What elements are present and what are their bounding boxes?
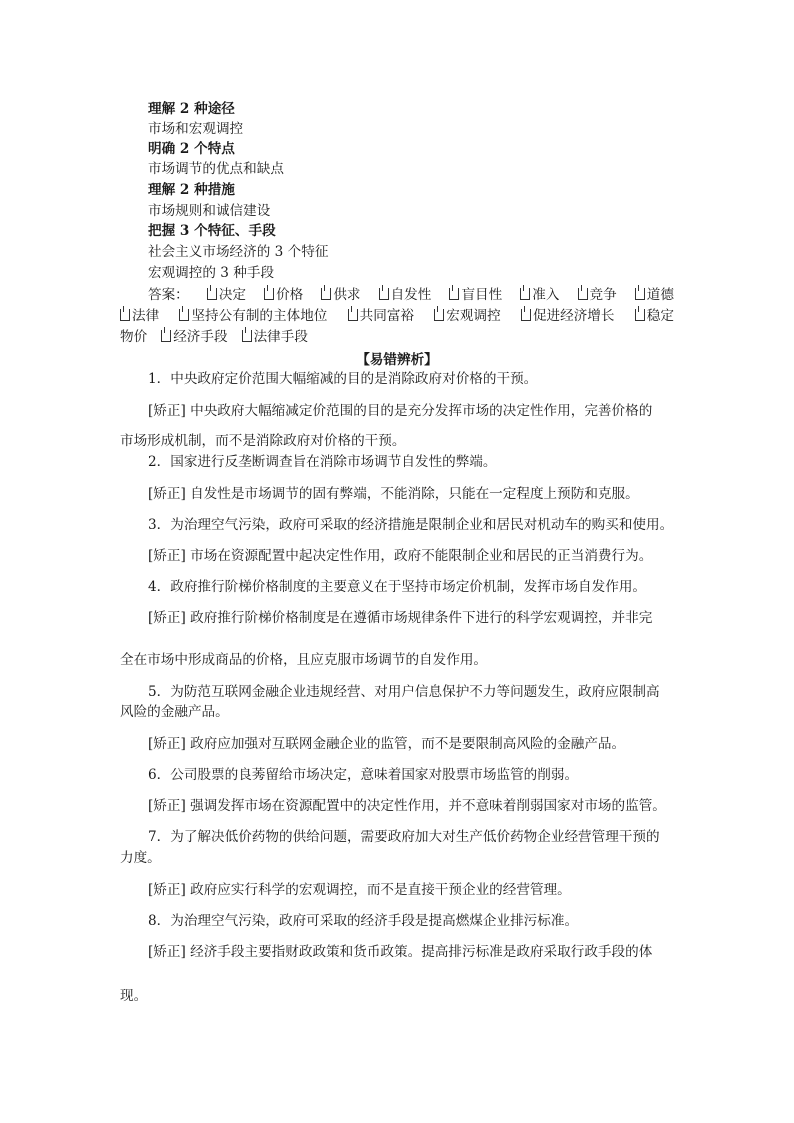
- correction-1-line-2: 市场形成机制，而不是消除政府对价格的干预。: [120, 433, 406, 449]
- question-7-line-2: 力度。: [120, 850, 161, 866]
- correction-8-line-2: 现。: [120, 988, 148, 1004]
- blank-marker-icon: [521, 309, 531, 321]
- outline-line-6: 市场规则和诚信建设: [148, 203, 271, 219]
- answer-item: 决定: [207, 286, 246, 304]
- outline-line-1: 理解 2 种途径: [148, 101, 235, 117]
- outline-line-7: 把握 3 个特征、手段: [148, 223, 276, 239]
- answer-item: 供求: [321, 286, 360, 304]
- blank-marker-icon: [635, 309, 645, 321]
- question-2: 2．国家进行反垄断调查旨在消除市场调节自发性的弊端。: [148, 454, 497, 470]
- correction-8-line-1: [矫正] 经济手段主要指财政政策和货币政策。提高排污标准是政府采取行政手段的体: [148, 944, 653, 960]
- outline-line-4: 市场调节的优点和缺点: [148, 161, 284, 177]
- outline-line-5: 理解 2 种措施: [148, 182, 235, 198]
- blank-marker-icon: [242, 330, 252, 342]
- correction-1-line-1: [矫正] 中央政府大幅缩减定价范围的目的是充分发挥市场的决定性作用，完善价格的: [148, 403, 653, 419]
- outline-line-3: 明确 2 个特点: [148, 141, 235, 157]
- answers-row-3: [120, 328, 308, 346]
- blank-marker-icon: [120, 309, 130, 321]
- answer-item: 促进经济增长: [521, 307, 615, 325]
- blank-marker-icon: [264, 288, 274, 300]
- answers-label: 答案：: [148, 287, 189, 303]
- correction-2: [矫正] 自发性是市场调节的固有弊端，不能消除，只能在一定程度上预防和克服。: [148, 486, 639, 502]
- blank-marker-icon: [434, 309, 444, 321]
- correction-4-line-2: 全在市场中形成商品的价格，且应克服市场调节的自发作用。: [120, 652, 488, 668]
- blank-marker-icon: [635, 288, 645, 300]
- blank-marker-icon: [379, 288, 389, 300]
- correction-5: [矫正] 政府应加强对互联网金融企业的监管，而不是要限制高风险的金融产品。: [148, 736, 626, 752]
- answers-row-1: [148, 286, 674, 304]
- answer-item: 共同富裕: [348, 307, 414, 325]
- outline-line-8: 社会主义市场经济的 3 个特征: [148, 244, 329, 260]
- answer-item: 竞争: [578, 286, 617, 304]
- correction-3: [矫正] 市场在资源配置中起决定性作用，政府不能限制企业和居民的正当消费行为。: [148, 548, 653, 564]
- outline-line-9: 宏观调控的 3 种手段: [148, 265, 275, 281]
- answer-item: 盲目性: [449, 286, 502, 304]
- answer-item: 稳定: [635, 307, 674, 325]
- answer-item: 坚持公有制的主体地位: [179, 307, 327, 325]
- blank-marker-icon: [520, 288, 530, 300]
- answer-item: 准入: [520, 286, 559, 304]
- answers-row-2: [120, 307, 674, 325]
- correction-6: [矫正] 强调发挥市场在资源配置中的决定性作用，并不意味着削弱国家对市场的监管。: [148, 798, 666, 814]
- blank-marker-icon: [348, 309, 358, 321]
- blank-marker-icon: [161, 330, 171, 342]
- question-7-line-1: 7．为了解决低价药物的供给问题，需要政府加大对生产低价药物企业经营管理干预的: [148, 829, 660, 845]
- answer-continuation: 物价: [120, 329, 148, 345]
- question-8: 8．为治理空气污染，政府可采取的经济手段是提高燃煤企业排污标准。: [148, 913, 579, 929]
- section-title: 【易错辨析】: [356, 352, 438, 368]
- blank-marker-icon: [179, 309, 189, 321]
- answer-item: 价格: [264, 286, 303, 304]
- correction-4-line-1: [矫正] 政府推行阶梯价格制度是在遵循市场规律条件下进行的科学宏观调控，并非完: [148, 610, 653, 626]
- answer-item: 道德: [635, 286, 674, 304]
- blank-marker-icon: [578, 288, 588, 300]
- question-5-line-2: 风险的金融产品。: [120, 704, 229, 720]
- correction-7: [矫正] 政府应实行科学的宏观调控，而不是直接干预企业的经营管理。: [148, 882, 571, 898]
- answer-item: 宏观调控: [434, 307, 500, 325]
- question-6: 6．公司股票的良莠留给市场决定，意味着国家对股票市场监管的削弱。: [148, 767, 579, 783]
- question-4: 4．政府推行阶梯价格制度的主要意义在于坚持市场定价机制，发挥市场自发作用。: [148, 579, 647, 595]
- question-1: 1．中央政府定价范围大幅缩减的目的是消除政府对价格的干预。: [148, 371, 538, 387]
- blank-marker-icon: [321, 288, 331, 300]
- answer-item: 法律: [120, 307, 159, 325]
- answer-item: 经济手段: [161, 328, 227, 346]
- answer-item: 法律手段: [242, 328, 308, 346]
- question-3: 3．为治理空气污染，政府可采取的经济措施是限制企业和居民对机动车的购买和使用。: [148, 517, 674, 533]
- outline-line-2: 市场和宏观调控: [148, 121, 244, 137]
- answer-item: 自发性: [379, 286, 432, 304]
- blank-marker-icon: [207, 288, 217, 300]
- question-5-line-1: 5．为防范互联网金融企业违规经营、对用户信息保护不力等问题发生，政府应限制高: [148, 684, 660, 700]
- blank-marker-icon: [449, 288, 459, 300]
